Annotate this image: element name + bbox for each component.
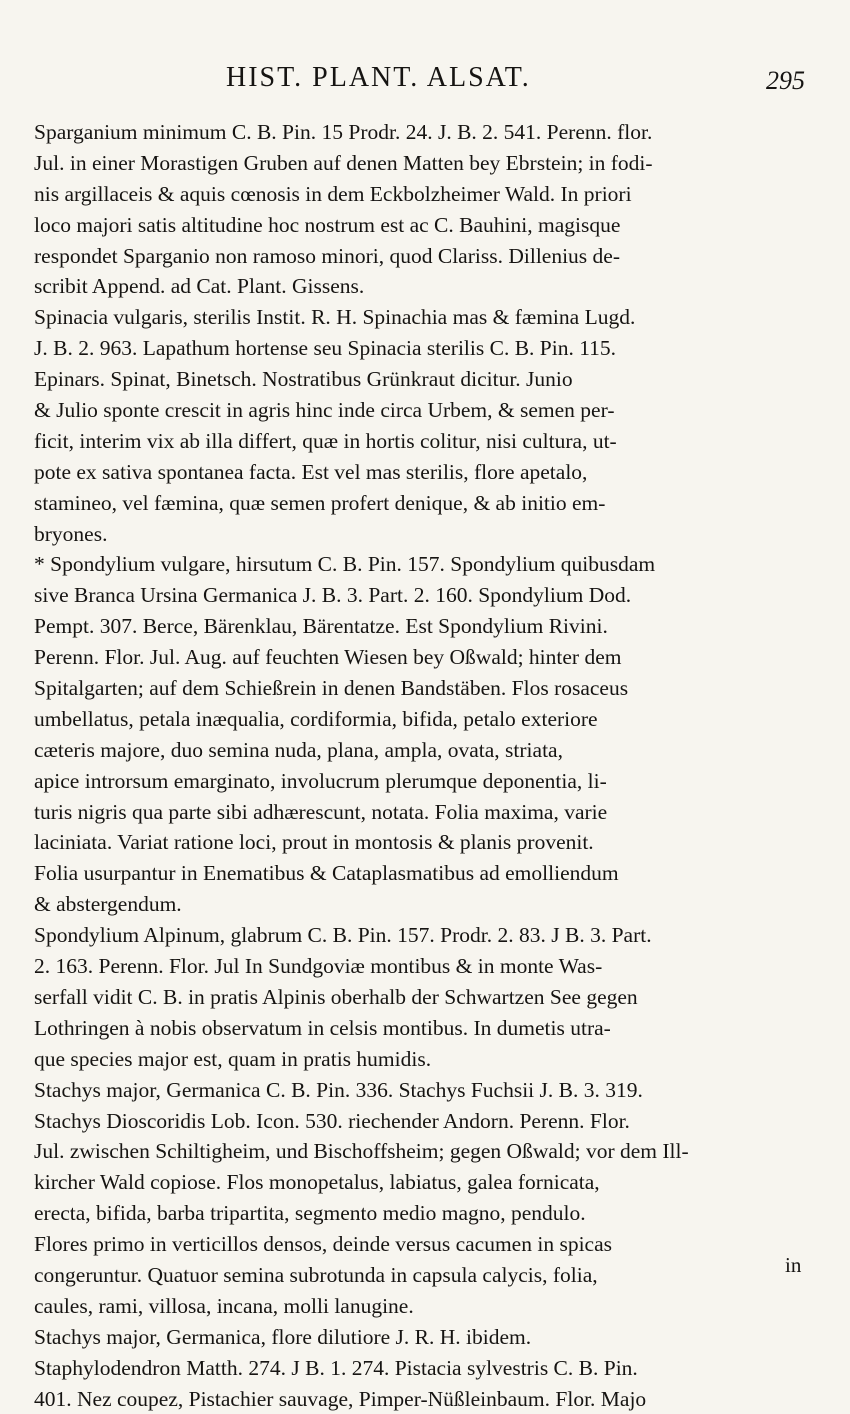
text-line: bryones.	[34, 521, 108, 546]
text-line: Lothringen à nobis observatum in celsis montibus. In dumetis utra-	[34, 1015, 611, 1040]
text-line: J. B. 2. 963. Lapathum hortense seu Spinacia sterilis C. B. Pin. 115.	[34, 336, 617, 361]
text-line: umbellatus, petala inæqualia, cordiformia, bifida, petalo exteriore	[34, 706, 598, 731]
text-line: & Julio sponte crescit in agris hinc inde circa Urbem, & semen per-	[34, 398, 615, 423]
text-line: Spitalgarten; auf dem Schießrein in denen Bandstäben. Flos rosaceus	[34, 676, 629, 701]
text-line: Stachys Dioscoridis Lob. Icon. 530. riechender Andorn. Perenn. Flor.	[34, 1108, 630, 1133]
text-line: 401. Nez coupez, Pistachier sauvage, Pimper-Nüßleinbaum. Flor. Majo	[34, 1386, 647, 1411]
text-line: kircher Wald copiose. Flos monopetalus, labiatus, galea fornicata,	[34, 1170, 600, 1195]
text-line: Spondylium Alpinum, glabrum C. B. Pin. 157. Prodr. 2. 83. J B. 3. Part.	[34, 923, 652, 948]
text-line: Perenn. Flor. Jul. Aug. auf feuchten Wiesen bey Oßwald; hinter dem	[34, 645, 622, 670]
text-line: apice introrsum emarginato, involucrum plerumque deponentia, li-	[34, 768, 607, 793]
text-line: Jul. zwischen Schiltigheim, und Bischoffsheim; gegen Oßwald; vor dem Ill-	[34, 1139, 689, 1164]
text-line: Sparganium minimum C. B. Pin. 15 Prodr. 24. J. B. 2. 541. Perenn. flor.	[34, 120, 653, 144]
text-line: respondet Sparganio non ramoso minori, quod Clariss. Dillenius de-	[34, 243, 621, 268]
body-text	[34, 117, 816, 1414]
text-line: turis nigris qua parte sibi adhærescunt, notata. Folia maxima, varie	[34, 799, 608, 824]
text-line: sive Branca Ursina Germanica J. B. 3. Part. 2. 160. Spondylium Dod.	[34, 583, 632, 608]
text-line: Flores primo in verticillos densos, deinde versus cacumen in spicas	[34, 1232, 612, 1257]
text-line: stamineo, vel fæmina, quæ semen profert denique, & ab initio em-	[34, 490, 606, 515]
text-line: Stachys major, Germanica C. B. Pin. 336. Stachys Fuchsii J. B. 3. 319.	[34, 1077, 643, 1102]
text-line: Stachys major, Germanica, flore dilutiore J. R. H. ibidem.	[34, 1324, 532, 1349]
text-line: & abstergendum.	[34, 892, 182, 917]
text-line: Pempt. 307. Berce, Bärenklau, Bärentatze. Est Spondylium Rivini.	[34, 614, 608, 639]
text-line: Spinacia vulgaris, sterilis Instit. R. H. Spinachia mas & fæmina Lugd.	[34, 305, 636, 330]
text-line: Staphylodendron Matth. 274. J B. 1. 274. Pistacia sylvestris C. B. Pin.	[34, 1355, 638, 1380]
page-number: 295	[766, 66, 805, 95]
text-line: serfall vidit C. B. in pratis Alpinis oberhalb der Schwartzen See gegen	[34, 984, 638, 1009]
text-line: ficit, interim vix ab illa differt, quæ in hortis colitur, nisi cultura, ut-	[34, 428, 617, 453]
text-line: laciniata. Variat ratione loci, prout in montosis & planis provenit.	[34, 830, 594, 855]
text-line: Jul. in einer Morastigen Gruben auf denen Matten bey Ebrstein; in fodi-	[34, 150, 653, 175]
text-line: Folia usurpantur in Enematibus & Cataplasmatibus ad emolliendum	[34, 861, 619, 886]
text-line: erecta, bifida, barba tripartita, segmento medio magno, pendulo.	[34, 1201, 586, 1226]
text-line: Epinars. Spinat, Binetsch. Nostratibus Grünkraut dicitur. Junio	[34, 367, 573, 392]
text-line: congeruntur. Quatuor semina subrotunda in capsula calycis, folia,	[34, 1262, 598, 1287]
text-line: scribit Append. ad Cat. Plant. Gissens.	[34, 274, 365, 299]
text-line: * Spondylium vulgare, hirsutum C. B. Pin. 157. Spondylium quibusdam	[34, 552, 656, 577]
text-line: nis argillaceis & aquis cœnosis in dem Eckbolzheimer Wald. In priori	[34, 181, 632, 206]
text-line: caules, rami, villosa, incana, molli lanugine.	[34, 1293, 414, 1318]
text-line: que species major est, quam in pratis humidis.	[34, 1046, 432, 1071]
text-line: cæteris majore, duo semina nuda, plana, ampla, ovata, striata,	[34, 737, 563, 762]
catchword: in	[785, 1253, 802, 1277]
running-header: HIST. PLANT. ALSAT.	[226, 62, 531, 93]
text-line: loco majori satis altitudine hoc nostrum est ac C. Bauhini, magisque	[34, 212, 621, 237]
text-line: 2. 163. Perenn. Flor. Jul In Sundgoviæ montibus & in monte Was-	[34, 954, 603, 979]
text-line: pote ex sativa spontanea facta. Est vel mas sterilis, flore apetalo,	[34, 459, 588, 484]
